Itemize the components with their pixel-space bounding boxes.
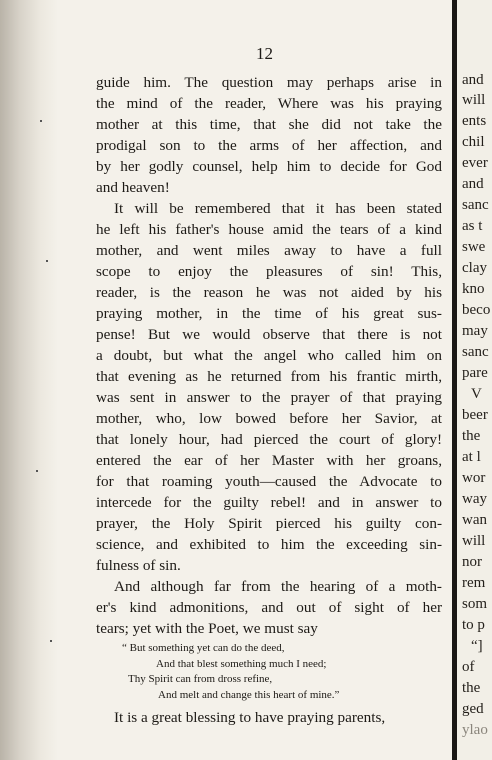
text-line: pense! But we would observe that there is not [96, 326, 442, 343]
facing-page-text: pare [462, 365, 488, 381]
book-gutter-shadow [0, 0, 58, 760]
facing-page-text: “] [471, 638, 483, 654]
facing-page-text: and [462, 176, 484, 192]
text-line: er's kind admonitions, and out of sight of her [96, 599, 442, 616]
facing-page-text: may [462, 323, 488, 339]
text-line: science, and exhibited to him the exceeding sin- [96, 536, 442, 553]
text-line: intercede for the guilty rebel! and in answer to [96, 494, 442, 511]
text-line: was sent in answer to the prayer of that praying [96, 389, 442, 406]
facing-page-text: ylao [462, 722, 488, 738]
text-line: the mind of the reader, Where was his praying [96, 95, 442, 112]
poem-line: And melt and change this heart of mine.” [158, 688, 340, 701]
facing-page-text: the [462, 680, 481, 696]
text-line: tears; yet with the Poet, we must say [96, 620, 318, 637]
facing-page-text: chil [462, 134, 485, 150]
facing-page-text: wan [462, 512, 487, 528]
facing-page-fragment [457, 0, 492, 760]
facing-page-text: of [462, 659, 475, 675]
text-line: mother at this time, that she did not take the [96, 116, 442, 133]
facing-page-text: swe [462, 239, 486, 255]
text-line: a doubt, but what the angel who called him on [96, 347, 442, 364]
poem-line: Thy Spirit can from dross refine, [128, 673, 273, 685]
facing-page-text: as t [462, 218, 483, 234]
facing-page-text: will [462, 92, 486, 108]
text-line: It will be remembered that it has been stated [114, 200, 442, 217]
text-line: praying mother, in the time of his great sus- [96, 305, 442, 322]
facing-page-text: ged [462, 701, 484, 717]
text-line: that lonely hour, had pierced the court of glory! [96, 431, 442, 448]
text-line: mother, who, low bowed before her Savior, at [96, 410, 442, 427]
facing-page-text: V [471, 386, 482, 402]
page-number: 12 [256, 44, 273, 63]
facing-page-text: the [462, 428, 481, 444]
facing-page-text: and [462, 72, 484, 88]
facing-page-text: ever [462, 155, 488, 171]
facing-page-text: will [462, 533, 486, 549]
facing-page-text: ents [462, 113, 487, 129]
paragraph-3 [96, 576, 442, 639]
poem-line: “ But something yet can do the deed, [122, 642, 285, 654]
text-line: reader, is the reason he was not aided by his [96, 284, 442, 301]
paragraph-2 [96, 198, 442, 576]
facing-page-text: nor [462, 554, 482, 570]
text-line: entered the ear of her Master with her groans, [96, 452, 442, 469]
text-line: prodigal son to the arms of her affection, and [96, 137, 442, 154]
text-line: prayer, the Holy Spirit pierced his guilty con- [96, 515, 442, 532]
poem-quotation [96, 641, 442, 703]
facing-page-text: kno [462, 281, 485, 297]
text-line: mother, and went miles away to have a full [96, 242, 442, 259]
facing-page-text: sanc [462, 344, 489, 360]
text-line: for that roaming youth—caused the Advocate to [96, 473, 442, 490]
text-line: he left his father's house amid the tears of a kind [96, 221, 442, 238]
facing-page-text: som [462, 596, 488, 612]
facing-page-text: beco [462, 302, 491, 318]
text-line: by her godly counsel, help him to decide for God [96, 158, 442, 175]
text-line: scope to enjoy the pleasures of sin! This, [96, 263, 442, 280]
text-line: And although far from the hearing of a moth- [114, 578, 442, 595]
facing-page-text: sanc [462, 197, 489, 213]
text-line: guide him. The question may perhaps arise in [96, 74, 442, 91]
poem-line: And that blest something much I need; [156, 657, 327, 670]
facing-page-text: wor [462, 470, 486, 486]
text-line: fulness of sin. [96, 557, 181, 574]
facing-page-text: clay [462, 260, 487, 276]
facing-page-text: at l [462, 449, 481, 465]
text-line: that evening as he returned from his frantic mirth, [96, 368, 442, 385]
closing-line: It is a great blessing to have praying parents, [114, 709, 386, 726]
paragraph-1 [96, 72, 442, 198]
facing-page-text: way [462, 491, 487, 507]
text-line: and heaven! [96, 179, 170, 196]
page-body-text [96, 72, 442, 728]
facing-page-text: rem [462, 575, 486, 591]
facing-page-text: to p [462, 617, 485, 633]
facing-page-text: beer [462, 407, 488, 423]
